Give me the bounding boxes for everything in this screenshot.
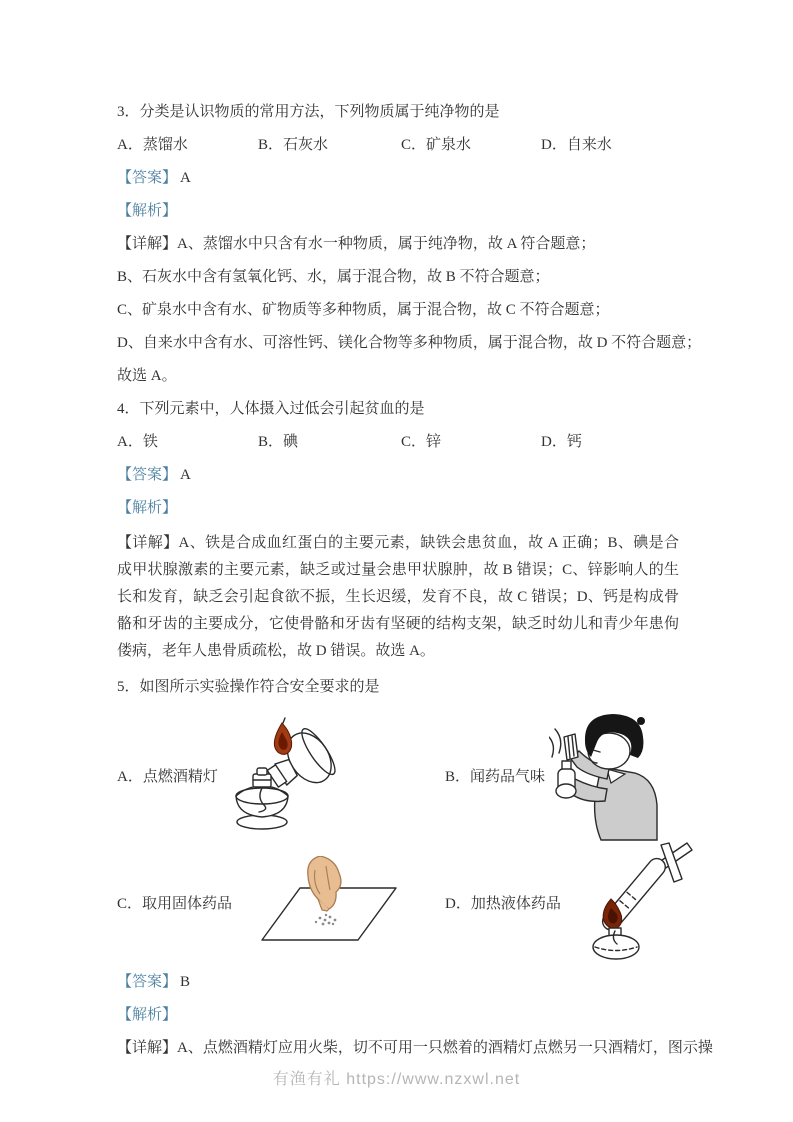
take-solid-chemical-figure [236,856,404,948]
question-5-detail: 【详解】A、点燃酒精灯应用火柴，切不可用一只燃着的酒精灯点燃另一只酒精灯，图示操 [117,1040,713,1056]
heat-liquid-figure [565,841,697,963]
question-4-analysis-line [117,497,679,519]
watermark-footer: 有渔有礼 https://www.nzxwl.net [272,1071,521,1088]
question-3-options [117,134,679,156]
answer-value: B [180,974,191,990]
answer-marker: 【答案】 [117,974,178,990]
option-a-cell [117,709,445,841]
question-4-stem: 4．下列元素中，人体摄入过低会引起贫血的是 [117,401,425,417]
analysis-marker: 【解析】 [117,203,178,219]
detail-line: 故选 A。 [117,368,177,384]
question-5-answer-line [117,971,679,993]
option-c: C．矿泉水 [401,137,472,153]
answer-marker: 【答案】 [117,170,178,186]
option-c: C．锌 [401,434,442,450]
option-d-cell [445,841,697,963]
option-c-cell [117,841,445,963]
option-b-label: B．闻药品气味 [445,768,546,785]
question-5-stem: 5．如图所示实验操作符合安全要求的是 [117,679,380,695]
option-a: A．铁 [117,434,158,450]
question-3-stem: 3．分类是认识物质的常用方法，下列物质属于纯净物的是 [117,104,500,120]
option-d: D．自来水 [541,137,612,153]
detail-line: D、自来水中含有水、可溶性钙、镁化合物等多种物质，属于混合物，故 D 不符合题意； [117,335,702,351]
option-a: A．蒸馏水 [117,137,188,153]
analysis-marker: 【解析】 [117,500,178,516]
question-3-analysis-line [117,200,679,222]
option-b: B．碘 [258,434,299,450]
question-5-figures [117,709,679,963]
smell-chemical-figure [549,709,663,841]
question-3-answer-line [117,167,679,189]
option-b: B．石灰水 [258,137,329,153]
light-alcohol-lamp-figure [222,716,342,834]
question-4-answer-line [117,464,679,486]
page-content [117,101,713,1070]
option-c-label: C．取用固体药品 [117,895,233,912]
detail-line: B、石灰水中含有氢氧化钙、水，属于混合物，故 B 不符合题意； [117,269,550,285]
option-d-label: D．加热液体药品 [445,895,561,912]
answer-value: A [180,170,191,186]
question-4-options [117,431,679,453]
analysis-marker: 【解析】 [117,1007,178,1023]
question-4-detail: 【详解】A、铁是合成血红蛋白的主要元素，缺铁会患贫血，故 A 正确；B、碘是合成甲状腺激素的主要元素，缺乏或过量会患甲状腺肿，故 B 错误；C、锌影响人的生长和发育，缺乏会引起食欲不振，生长迟缓，发育不良，故 C 错误；D、钙是构成骨骼和牙齿的主要成分，它使骨骼和牙齿有坚硬的结构支架，缺乏时幼儿和青少年患佝偻病，老年人患骨质疏松，故 D 错误。故选 A。 [117,535,679,659]
option-a-label: A．点燃酒精灯 [117,768,218,785]
question-5-analysis-line [117,1004,679,1026]
detail-line: C、矿泉水中含有水、矿物质等多种物质，属于混合物，故 C 不符合题意； [117,302,610,318]
answer-marker: 【答案】 [117,467,178,483]
answer-value: A [180,467,191,483]
option-b-cell [445,709,697,841]
option-d: D．钙 [541,434,582,450]
detail-line: 【详解】A、蒸馏水中只含有水一种物质，属于纯净物，故 A 符合题意； [117,236,596,252]
